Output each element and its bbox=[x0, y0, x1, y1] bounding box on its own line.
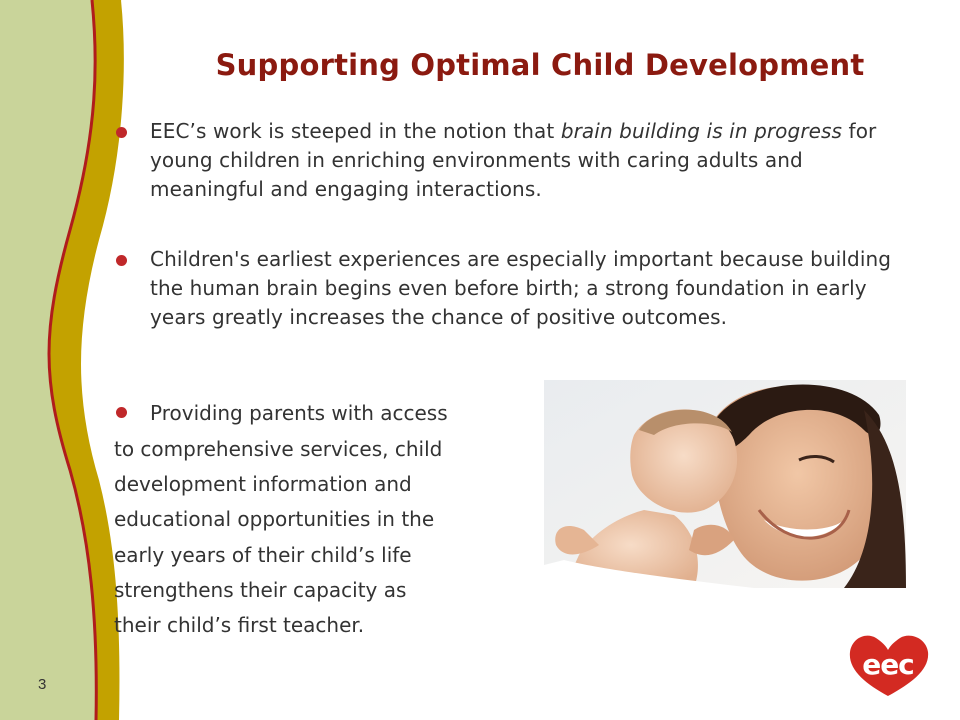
slide-title: Supporting Optimal Child Development bbox=[215, 48, 865, 82]
bullet-3-line: to comprehensive services, child bbox=[114, 437, 443, 461]
father-and-baby-photo bbox=[544, 380, 906, 588]
bullet-3-line: development information and bbox=[114, 472, 412, 497]
bullet-marker bbox=[116, 407, 127, 418]
bullet-marker bbox=[116, 255, 127, 266]
bullet-3-line: strengthens their capacity as bbox=[114, 577, 407, 602]
bullet-3-line: early years of their child’s life bbox=[114, 542, 412, 567]
bullet-marker bbox=[116, 127, 127, 138]
bullet-3-first-line: Providing parents with access bbox=[150, 401, 448, 425]
bullet-1-text-post: for young children in enriching environments with caring adults and meaningful and engaging interactions. bbox=[150, 119, 877, 201]
decorative-sidebar bbox=[0, 0, 130, 720]
bullet-1-text-pre: EEC’s work is steeped in the notion that bbox=[150, 119, 561, 143]
bullet-1-emphasis: brain building is in progress bbox=[560, 119, 843, 143]
eec-logo bbox=[846, 632, 930, 698]
bullet-3-line: their child’s first teacher. bbox=[114, 613, 365, 638]
bullet-3-continuation bbox=[114, 432, 524, 643]
logo-text: eec bbox=[862, 648, 914, 681]
bullet-2: Children's earliest experiences are especially important because building the human brain begins even before birth; a strong foundation in early years greatly increases the chance of positive outcomes. bbox=[150, 247, 892, 329]
bullet-3-line: educational opportunities in the bbox=[114, 507, 435, 532]
bullet-1 bbox=[150, 117, 880, 204]
page-number: 3 bbox=[38, 676, 47, 693]
